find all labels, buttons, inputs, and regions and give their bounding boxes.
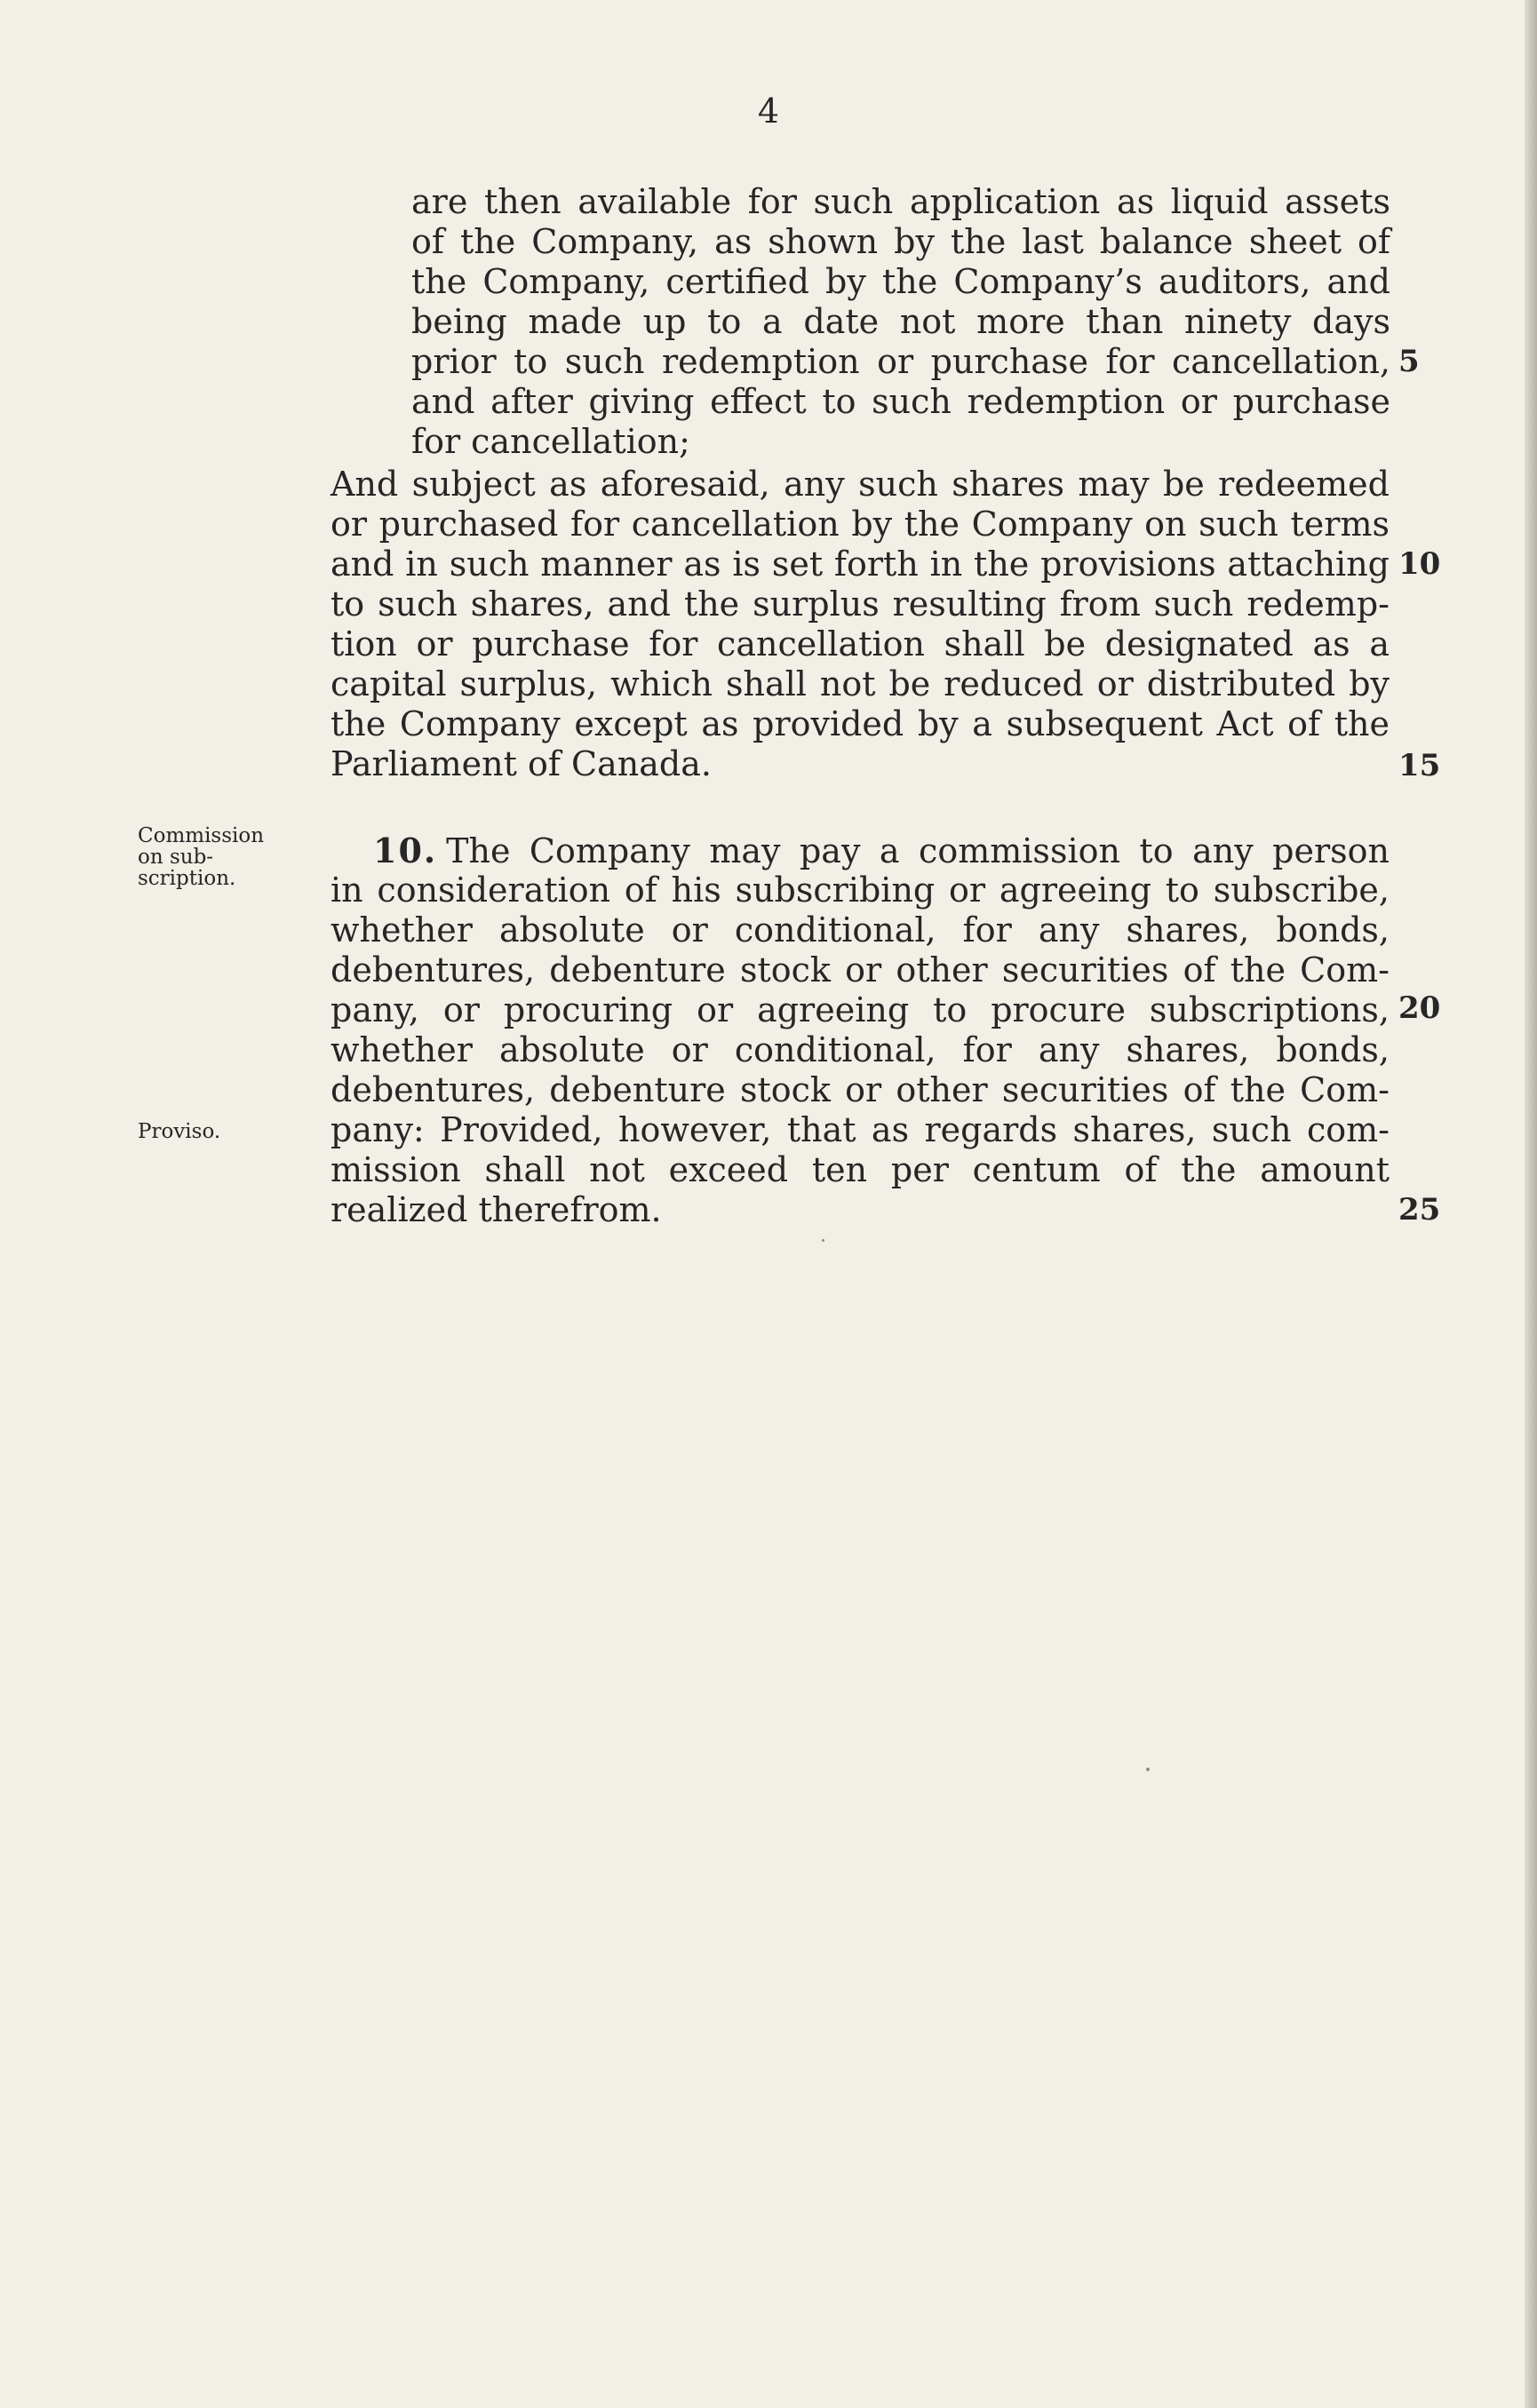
text-line: and in such manner as is set forth in the provisions attaching xyxy=(330,544,1390,584)
line-number-10: 10 xyxy=(1398,546,1441,582)
text-line: And subject as aforesaid, any such shares may be redeemed xyxy=(330,465,1390,504)
text-line: are then available for such application as liquid assets xyxy=(411,182,1390,221)
marginal-note-commission xyxy=(138,825,307,889)
text-line: debentures, debenture stock or other securities of the Com- xyxy=(330,1070,1390,1109)
text-line: tion or purchase for cancellation shall be designated as a xyxy=(330,624,1390,664)
marginal-note-line: scription. xyxy=(138,867,236,890)
subject-paragraph xyxy=(330,465,1390,784)
paper-speck xyxy=(1146,1768,1150,1771)
text-line: realized therefrom. xyxy=(330,1190,662,1229)
text-line: and after giving effect to such redemption or purchase xyxy=(411,382,1390,421)
section-number: 10. xyxy=(373,830,438,870)
text-line: capital surplus, which shall not be reduced or distributed by xyxy=(330,664,1390,703)
text-line: for cancellation; xyxy=(411,422,690,461)
line-number-15: 15 xyxy=(1398,748,1441,783)
line-number-5: 5 xyxy=(1398,344,1420,379)
text-line: the Company, certified by the Company’s auditors, and xyxy=(411,262,1390,301)
text-line: whether absolute or conditional, for any shares, bonds, xyxy=(330,1030,1390,1069)
text-line: whether absolute or conditional, for any shares, bonds, xyxy=(330,910,1390,950)
text-line: pany, or procuring or agreeing to procure subscriptions, xyxy=(330,990,1390,1029)
text-line: of the Company, as shown by the last balance sheet of xyxy=(411,222,1390,261)
marginal-note-line: Proviso. xyxy=(138,1120,221,1143)
marginal-note-line: on sub- xyxy=(138,846,214,869)
text-line: debentures, debenture stock or other securities of the Com- xyxy=(330,950,1390,989)
text-line: to such shares, and the surplus resulting from such redemp- xyxy=(330,584,1390,624)
text-line: Parliament of Canada. xyxy=(330,744,712,783)
page-number: 4 xyxy=(757,91,780,131)
paper-speck xyxy=(822,1239,824,1242)
text-line: pany: Provided, however, that as regards shares, such com- xyxy=(330,1110,1390,1149)
text-line: mission shall not exceed ten per centum of the amount xyxy=(330,1150,1390,1189)
text-line: the Company except as provided by a subsequent Act of the xyxy=(330,704,1390,743)
section-first-line xyxy=(330,830,1390,870)
clause-continuation xyxy=(411,182,1390,462)
marginal-note-line: Commission xyxy=(138,824,265,847)
marginal-note-proviso xyxy=(138,1121,307,1142)
line-number-25: 25 xyxy=(1398,1192,1441,1228)
text-line: or purchased for cancellation by the Company on such terms xyxy=(330,505,1390,544)
section-first-line-text: The Company may pay a commission to any person xyxy=(446,831,1390,870)
section-10 xyxy=(330,830,1390,1230)
text-line: in consideration of his subscribing or agreeing to subscribe, xyxy=(330,870,1390,910)
line-number-20: 20 xyxy=(1398,990,1441,1026)
text-line: being made up to a date not more than ninety days xyxy=(411,302,1390,341)
page-edge-shadow xyxy=(1525,0,1537,2408)
text-line: prior to such redemption or purchase for cancellation, xyxy=(411,342,1390,381)
